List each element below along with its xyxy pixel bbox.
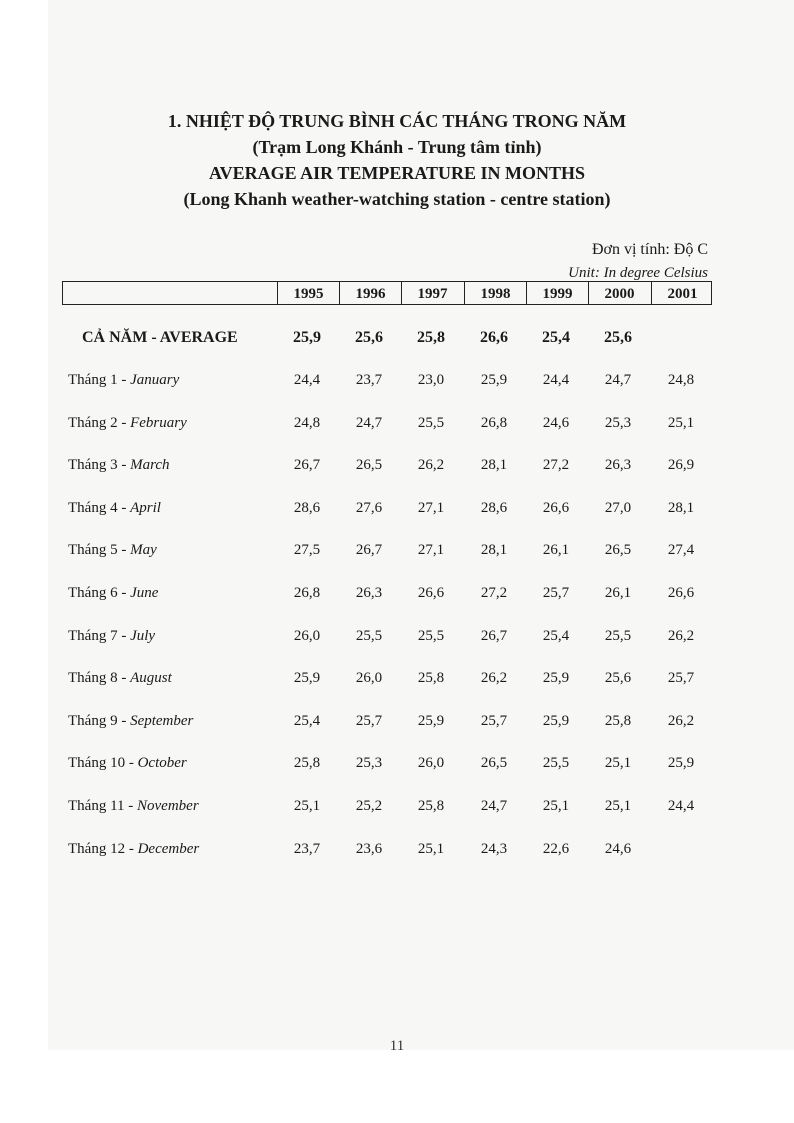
month-label-vi: Tháng 10 - xyxy=(68,755,138,771)
table-header xyxy=(62,281,712,305)
table-cell: 25,9 xyxy=(293,329,321,346)
table-cell: 25,7 xyxy=(667,670,695,686)
table-cell: 25,8 xyxy=(293,755,321,771)
year-header: 1997 xyxy=(401,282,463,304)
month-label-en: August xyxy=(130,670,172,686)
month-label-vi: Tháng 12 - xyxy=(68,841,138,857)
table-cell: 26,0 xyxy=(417,755,445,771)
table-cell: 25,9 xyxy=(293,670,321,686)
table-row xyxy=(0,666,794,690)
table-cell: 25,6 xyxy=(604,329,632,346)
month-label-en: July xyxy=(130,628,156,644)
year-header: 1995 xyxy=(277,282,339,304)
month-label-en: June xyxy=(130,585,159,601)
year-header: 2001 xyxy=(651,282,713,304)
month-label-vi: Tháng 2 - xyxy=(68,415,131,431)
month-label xyxy=(68,837,199,861)
table-cell: 26,2 xyxy=(480,670,508,686)
table-cell: 25,1 xyxy=(604,755,632,771)
table-cell: 25,5 xyxy=(355,628,383,644)
table-row xyxy=(0,368,794,392)
table-cell: 26,3 xyxy=(355,585,383,601)
subtitle-en: (Long Khanh weather-watching station - centre station) xyxy=(183,189,611,209)
table-cell: 26,7 xyxy=(480,628,508,644)
table-cell: 24,7 xyxy=(604,372,632,388)
month-label xyxy=(68,624,155,648)
table-cell: 27,4 xyxy=(667,542,695,558)
table-cell: 25,7 xyxy=(480,713,508,729)
table-cell: 25,7 xyxy=(542,585,570,601)
unit-label-vi: Đơn vị tính: Độ C xyxy=(591,241,708,258)
table-row xyxy=(0,751,794,775)
unit-label-en: Unit: In degree Celsius xyxy=(568,265,708,281)
table-cell: 25,9 xyxy=(667,755,695,771)
table-cell: 27,0 xyxy=(604,500,632,516)
table-cell: 25,7 xyxy=(355,713,383,729)
month-label xyxy=(68,411,187,435)
table-cell: 25,6 xyxy=(355,329,383,346)
table-cell: 25,1 xyxy=(542,798,570,814)
table-cell: 26,0 xyxy=(355,670,383,686)
month-label-en: October xyxy=(137,755,187,771)
table-cell: 25,3 xyxy=(604,415,632,431)
month-label-en: September xyxy=(130,713,194,729)
table-cell: 25,9 xyxy=(480,372,508,388)
table-cell: 23,0 xyxy=(417,372,445,388)
table-row xyxy=(0,581,794,605)
table-cell: 24,8 xyxy=(293,415,321,431)
table-cell: 28,6 xyxy=(480,500,508,516)
month-label-vi: Tháng 5 - xyxy=(68,542,131,558)
title-vi: 1. NHIỆT ĐỘ TRUNG BÌNH CÁC THÁNG TRONG NĂM xyxy=(167,111,627,131)
month-label xyxy=(68,666,172,690)
table-cell: 23,7 xyxy=(293,841,321,857)
average-row xyxy=(0,326,794,350)
month-label-vi: Tháng 4 - xyxy=(68,500,131,516)
month-label xyxy=(68,751,187,775)
table-cell: 26,5 xyxy=(480,755,508,771)
table-cell: 26,3 xyxy=(604,457,632,473)
unit-block xyxy=(568,238,708,284)
table-cell: 26,2 xyxy=(417,457,445,473)
table-cell: 23,6 xyxy=(355,841,383,857)
table-cell: 26,2 xyxy=(667,713,695,729)
table-cell: 28,1 xyxy=(480,457,508,473)
table-cell: 24,7 xyxy=(355,415,383,431)
month-label-vi: Tháng 1 - xyxy=(68,372,131,388)
table-cell: 25,4 xyxy=(542,628,570,644)
table-cell: 24,8 xyxy=(667,372,695,388)
table-cell: 26,8 xyxy=(293,585,321,601)
table-cell: 25,2 xyxy=(355,798,383,814)
table-row xyxy=(0,453,794,477)
table-cell: 25,5 xyxy=(417,415,445,431)
month-label-vi: Tháng 8 - xyxy=(68,670,131,686)
table-cell: 25,1 xyxy=(604,798,632,814)
month-label-vi: Tháng 11 - xyxy=(68,798,138,814)
month-label xyxy=(68,581,158,605)
year-header: 1996 xyxy=(339,282,401,304)
title-en: AVERAGE AIR TEMPERATURE IN MONTHS xyxy=(208,163,586,183)
table-cell: 25,1 xyxy=(667,415,695,431)
table-cell: 24,6 xyxy=(604,841,632,857)
table-cell: 25,1 xyxy=(293,798,321,814)
table-cell: 25,8 xyxy=(417,329,445,346)
table-cell: 24,7 xyxy=(480,798,508,814)
month-label xyxy=(68,794,199,818)
table-cell: 26,6 xyxy=(667,585,695,601)
table-cell: 25,8 xyxy=(417,798,445,814)
table-cell: 25,5 xyxy=(417,628,445,644)
month-label xyxy=(68,709,193,733)
year-header: 2000 xyxy=(588,282,650,304)
table-cell: 27,1 xyxy=(417,542,445,558)
table-cell: 25,6 xyxy=(604,670,632,686)
table-cell: 25,9 xyxy=(417,713,445,729)
table-cell: 28,6 xyxy=(293,500,321,516)
table-cell: 24,6 xyxy=(542,415,570,431)
table-cell: 27,2 xyxy=(480,585,508,601)
table-cell: 24,4 xyxy=(293,372,321,388)
table-cell: 27,2 xyxy=(542,457,570,473)
table-cell: 22,6 xyxy=(542,841,570,857)
table-cell: 25,8 xyxy=(417,670,445,686)
title-block xyxy=(0,108,794,212)
table-cell: 26,8 xyxy=(480,415,508,431)
month-label-vi: Tháng 6 - xyxy=(68,585,131,601)
table-row xyxy=(0,538,794,562)
year-header: 1998 xyxy=(464,282,526,304)
table-cell: 24,4 xyxy=(667,798,695,814)
table-cell: 25,9 xyxy=(542,670,570,686)
table-row xyxy=(0,496,794,520)
table-cell: 26,9 xyxy=(667,457,695,473)
table-cell: 25,5 xyxy=(542,755,570,771)
month-label-en: January xyxy=(130,372,180,388)
table-row xyxy=(0,709,794,733)
month-label-vi: Tháng 9 - xyxy=(68,713,131,729)
table-row xyxy=(0,624,794,648)
table-cell: 23,7 xyxy=(355,372,383,388)
subtitle-vi: (Trạm Long Khánh - Trung tâm tỉnh) xyxy=(252,137,542,157)
month-label xyxy=(68,538,157,562)
table-cell: 28,1 xyxy=(667,500,695,516)
month-label-en: November xyxy=(137,798,199,814)
table-cell: 24,4 xyxy=(542,372,570,388)
month-label xyxy=(68,368,179,392)
table-cell: 26,5 xyxy=(604,542,632,558)
month-label-en: May xyxy=(130,542,157,558)
table-cell: 26,7 xyxy=(293,457,321,473)
table-cell: 25,3 xyxy=(355,755,383,771)
month-label xyxy=(68,496,161,520)
table-row xyxy=(0,411,794,435)
table-cell: 25,9 xyxy=(542,713,570,729)
table-cell: 25,5 xyxy=(604,628,632,644)
table-cell: 27,6 xyxy=(355,500,383,516)
table-cell: 26,0 xyxy=(293,628,321,644)
table-cell: 26,6 xyxy=(480,329,508,346)
average-label: CẢ NĂM - AVERAGE xyxy=(82,329,238,346)
month-label-en: April xyxy=(130,500,161,516)
table-cell: 25,4 xyxy=(542,329,570,346)
table-row xyxy=(0,837,794,861)
table-row xyxy=(0,794,794,818)
table-cell: 26,2 xyxy=(667,628,695,644)
table-cell: 26,1 xyxy=(542,542,570,558)
page-number: 11 xyxy=(389,1038,405,1054)
table-cell: 25,8 xyxy=(604,713,632,729)
month-label xyxy=(68,453,170,477)
table-cell: 27,5 xyxy=(293,542,321,558)
table-cell: 25,4 xyxy=(293,713,321,729)
year-header: 1999 xyxy=(526,282,588,304)
table-cell: 26,5 xyxy=(355,457,383,473)
month-label-en: March xyxy=(130,457,170,473)
month-label-en: December xyxy=(137,841,200,857)
month-label-vi: Tháng 7 - xyxy=(68,628,131,644)
month-label-vi: Tháng 3 - xyxy=(68,457,131,473)
table-cell: 26,6 xyxy=(542,500,570,516)
month-label-en: February xyxy=(130,415,187,431)
table-cell: 26,7 xyxy=(355,542,383,558)
table-cell: 28,1 xyxy=(480,542,508,558)
table-cell: 24,3 xyxy=(480,841,508,857)
table-cell: 25,1 xyxy=(417,841,445,857)
table-cell: 26,1 xyxy=(604,585,632,601)
table-cell: 27,1 xyxy=(417,500,445,516)
table-cell: 26,6 xyxy=(417,585,445,601)
